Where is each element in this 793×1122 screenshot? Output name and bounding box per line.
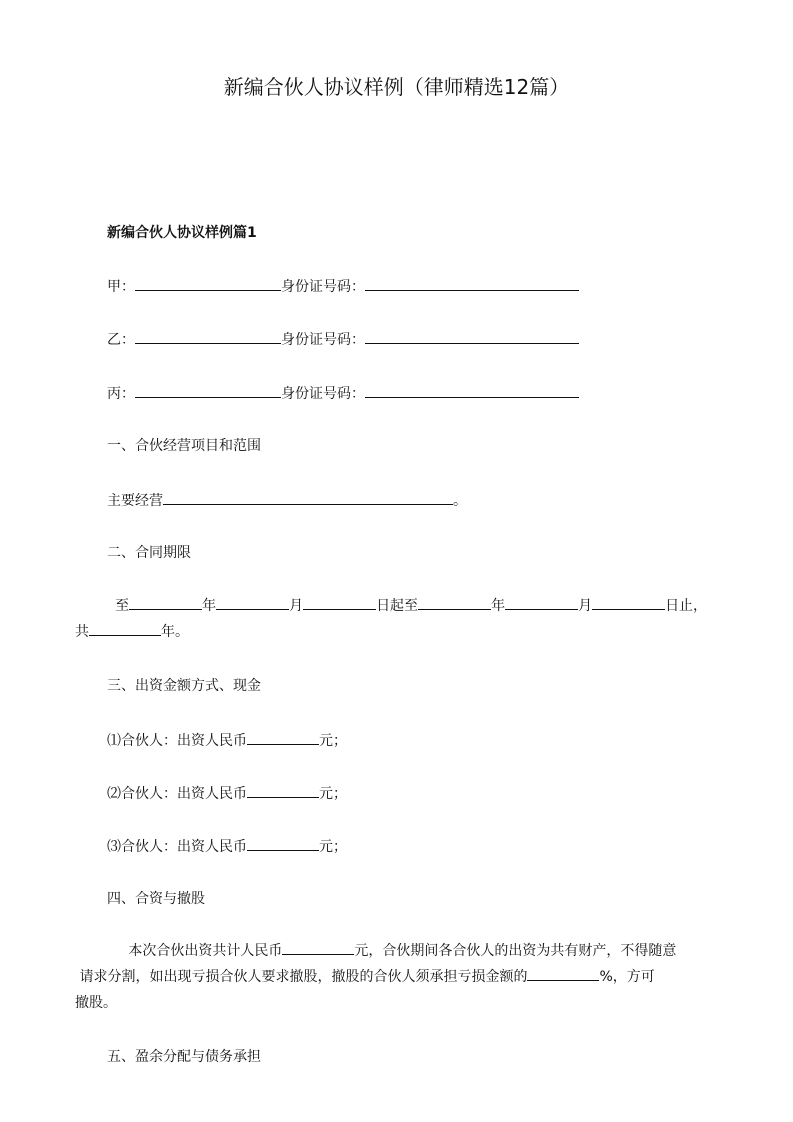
withdrawal-paragraph — [75, 938, 725, 1016]
term-part: 年 — [202, 598, 217, 614]
term-part: 至 — [115, 598, 130, 614]
amount-blank — [247, 835, 319, 851]
party-row-jia — [107, 275, 579, 298]
term-part: 日止， — [665, 598, 708, 614]
withdrawal-text: %，方可 — [599, 969, 655, 985]
withdrawal-text: 元，合伙期间各合伙人的出资为共有财产，不得随意 — [354, 943, 677, 959]
contribution-prefix: ⑴合伙人：出资人民币 — [107, 733, 247, 749]
contribution-row — [107, 782, 347, 805]
party-label: 丙： — [107, 386, 135, 402]
day-blank — [303, 594, 376, 610]
day-blank — [592, 594, 665, 610]
party-row-yi — [107, 328, 579, 351]
withdrawal-line: 撤股。 — [75, 995, 117, 1011]
main-business-row — [107, 489, 467, 512]
main-business-blank — [163, 489, 453, 505]
percent-blank — [527, 965, 599, 981]
contribution-row — [107, 729, 347, 752]
contribution-prefix: ⑶合伙人：出资人民币 — [107, 839, 247, 855]
total-amount-blank — [282, 939, 354, 955]
withdrawal-text: 请求分割，如出现亏损合伙人要求撤股，撤股的合伙人须承担亏损金额的 — [79, 969, 528, 985]
name-blank — [135, 382, 281, 398]
term-total-row — [75, 619, 725, 645]
id-label: 身份证号码： — [281, 332, 365, 348]
term-paragraph — [75, 593, 725, 645]
year-blank — [418, 594, 491, 610]
id-label: 身份证号码： — [281, 279, 365, 295]
clause3-heading: 三、出资金额方式、现金 — [107, 678, 261, 694]
year-blank — [129, 594, 202, 610]
section-title: 新编合伙人协议样例篇1 — [107, 225, 257, 241]
amount-blank — [247, 782, 319, 798]
id-number-blank — [365, 275, 579, 291]
main-business-suffix: 。 — [453, 493, 467, 509]
name-blank — [135, 328, 281, 344]
month-blank — [216, 594, 289, 610]
id-number-blank — [365, 382, 579, 398]
party-row-bing — [107, 382, 579, 405]
clause1-heading: 一、合伙经营项目和范围 — [107, 438, 261, 454]
amount-blank — [247, 729, 319, 745]
term-total-suffix: 年。 — [161, 624, 189, 640]
contribution-suffix: 元； — [319, 733, 347, 749]
contribution-suffix: 元； — [319, 839, 347, 855]
term-part: 月 — [289, 598, 304, 614]
clause5-heading: 五、盈余分配与债务承担 — [107, 1049, 261, 1065]
term-part: 月 — [578, 598, 593, 614]
total-years-blank — [89, 620, 161, 636]
document-title: 新编合伙人协议样例（律师精选12篇） — [223, 75, 570, 99]
withdrawal-line — [75, 964, 725, 990]
term-part: 年 — [491, 598, 506, 614]
term-part: 日起至 — [376, 598, 419, 614]
name-blank — [135, 275, 281, 291]
contribution-suffix: 元； — [319, 786, 347, 802]
clause2-heading: 二、合同期限 — [107, 545, 191, 561]
contribution-prefix: ⑵合伙人：出资人民币 — [107, 786, 247, 802]
main-business-prefix: 主要经营 — [107, 493, 163, 509]
id-label: 身份证号码： — [281, 386, 365, 402]
party-label: 甲： — [107, 279, 135, 295]
month-blank — [505, 594, 578, 610]
clause4-heading: 四、合资与撤股 — [107, 891, 205, 907]
term-row — [75, 593, 725, 619]
withdrawal-line — [75, 938, 725, 964]
party-label: 乙： — [107, 332, 135, 348]
contribution-row — [107, 835, 347, 858]
withdrawal-text: 本次合伙出资共计人民币 — [128, 943, 283, 959]
term-total-prefix: 共 — [75, 624, 89, 640]
id-number-blank — [365, 328, 579, 344]
